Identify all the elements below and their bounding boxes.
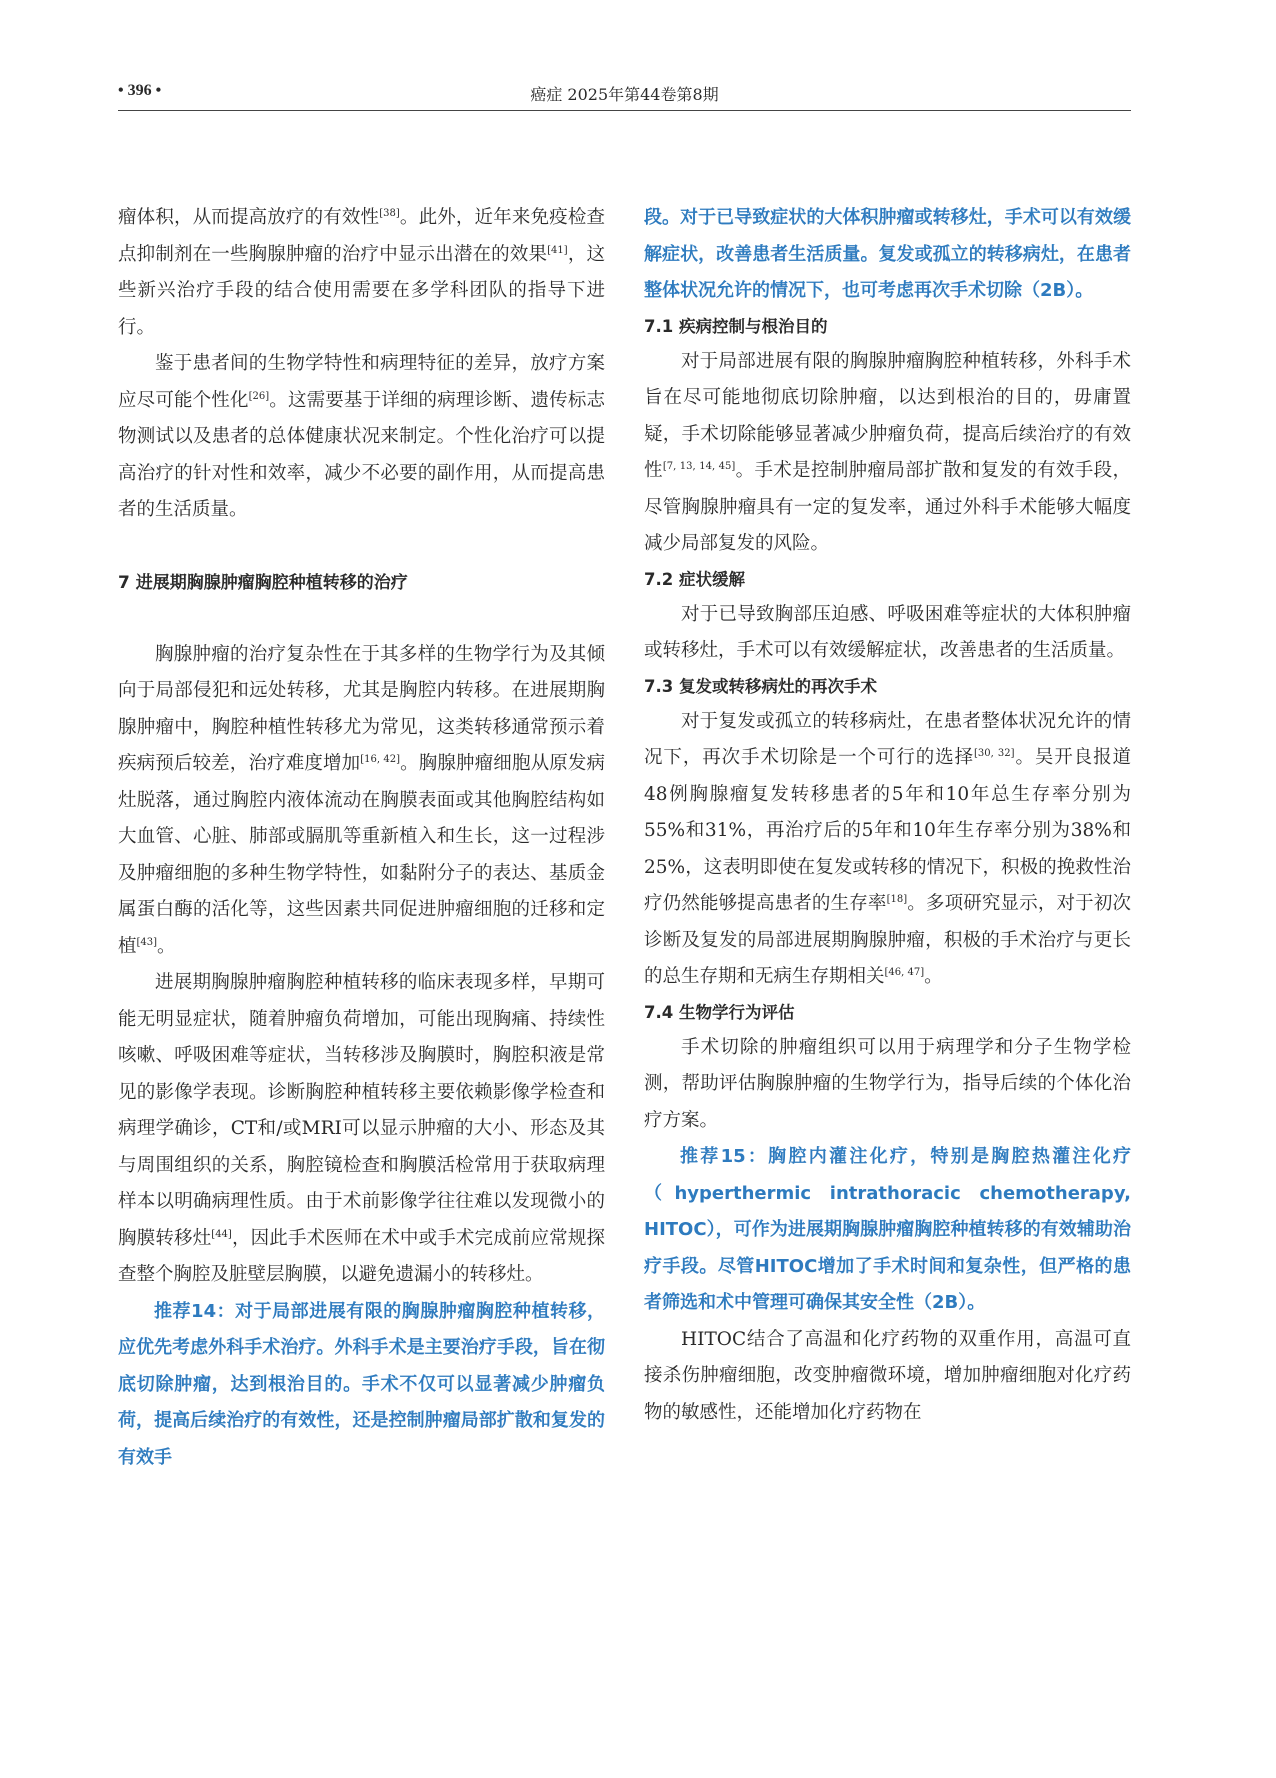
journal-title: 癌症 2025年第44卷第8期 bbox=[530, 85, 719, 104]
section-7-heading: 7 进展期胸腺肿瘤胸腔种植转移的治疗 bbox=[118, 572, 408, 593]
citation-marker: [46, 47] bbox=[884, 967, 925, 978]
paragraph-7-3: 对于复发或孤立的转移病灶，在患者整体状况允许的情况下，再次手术切除是一个可行的选择[30, 32]。吴开良报道48例胸腺瘤复发转移患者的5年和10年总生存率分别为55%和31%，再治疗后的5年和10年生存率分别为38%和25%，这表明即使在复发或转移的情况下，积极的挽救性治疗仍然能够提高患者的生存率[18]。多项研究显示，对于初次诊断及复发的局部进展期胸腺肿瘤，积极的手术治疗与更长的总生存期和无病生存期相关[46, 47]。 bbox=[644, 710, 1131, 987]
paragraph-7-2: 对于已导致胸部压迫感、呼吸困难等症状的大体积肿瘤或转移灶，手术可以有效缓解症状，改善患者的生活质量。 bbox=[644, 603, 1131, 661]
paragraph-7-4: 手术切除的肿瘤组织可以用于病理学和分子生物学检测，帮助评估胸腺肿瘤的生物学行为，指导后续的个体化治疗方案。 bbox=[644, 1036, 1131, 1131]
section-7-4-heading: 7.4 生物学行为评估 bbox=[644, 1002, 795, 1022]
running-header bbox=[118, 80, 1131, 111]
paragraph-hitoc: HITOC结合了高温和化疗药物的双重作用，高温可直接杀伤肿瘤细胞，改变肿瘤微环境，增加肿瘤细胞对化疗药物的敏感性，还能增加化疗药物在 bbox=[644, 1328, 1131, 1423]
citation-marker: [30, 32] bbox=[974, 748, 1015, 759]
citation-marker: [38] bbox=[379, 208, 400, 219]
citation-marker: [41] bbox=[547, 244, 568, 256]
section-7-2-heading: 7.2 症状缓解 bbox=[644, 569, 745, 589]
paragraph-personalized-radiotherapy: 鉴于患者间的生物学特性和病理特征的差异，放疗方案应尽可能个性化[26]。这需要基于详细的病理诊断、遗传标志物测试以及患者的总体健康状况来制定。个性化治疗可以提高治疗的针对性和效率，减少不必要的副作用，从而提高患者的生活质量。 bbox=[118, 353, 605, 520]
recommendation-15: 推荐15：胸腔内灌注化疗，特别是胸腔热灌注化疗（hyperthermic intrathoracic chemotherapy, HITOC），可作为进展期胸腺肿瘤胸腔种植转移的有效辅助治疗手段。尽管HITOC增加了手术时间和复杂性，但严格的患者筛选和术中管理可确保其安全性（2B）。 bbox=[644, 1146, 1131, 1313]
citation-marker: [16, 42] bbox=[360, 754, 400, 765]
citation-marker: [44] bbox=[211, 1228, 232, 1240]
citation-marker: [43] bbox=[136, 936, 158, 948]
left-column bbox=[118, 200, 605, 1476]
section-7-1-heading: 7.1 疾病控制与根治目的 bbox=[644, 316, 828, 336]
paragraph-radiotherapy-efficacy: 瘤体积，从而提高放疗的有效性[38]。此外，近年来免疫检查点抑制剂在一些胸腺肿瘤的治疗中显示出潜在的效果[41]，这些新兴治疗手段的结合使用需要在多学科团队的指导下进行。 bbox=[118, 207, 605, 338]
citation-marker: [7, 13, 14, 45] bbox=[662, 461, 736, 472]
paragraph-clinical-presentation: 进展期胸腺肿瘤胸腔种植转移的临床表现多样，早期可能无明显症状，随着肿瘤负荷增加，可能出现胸痛、持续性咳嗽、呼吸困难等症状，当转移涉及胸膜时，胸腔积液是常见的影像学表现。诊断胸腔种植转移主要依赖影像学检查和病理学确诊，CT和/或MRI可以显示肿瘤的大小、形态及其与周围组织的关系，胸腔镜检查和胸膜活检常用于获取病理样本以明确病理性质。由于术前影像学往往难以发现微小的胸膜转移灶[44]，因此手术医师在术中或手术完成前应常规探查整个胸腔及脏壁层胸膜，以避免遗漏小的转移灶。 bbox=[118, 972, 605, 1285]
citation-marker: [26] bbox=[248, 390, 270, 402]
citation-marker: [18] bbox=[886, 894, 908, 905]
section-7-3-heading: 7.3 复发或转移病灶的再次手术 bbox=[644, 676, 877, 696]
page-number: • 396 • bbox=[118, 82, 162, 99]
paragraph-treatment-complexity: 胸腺肿瘤的治疗复杂性在于其多样的生物学行为及其倾向于局部侵犯和远处转移，尤其是胸腔内转移。在进展期胸腺肿瘤中，胸腔种植性转移尤为常见，这类转移通常预示着疾病预后较差，治疗难度增加[16, 42]。胸腺肿瘤细胞从原发病灶脱落，通过胸腔内液体流动在胸膜表面或其他胸腔结构如大血管、心脏、肺部或膈肌等重新植入和生长，这一过程涉及肿瘤细胞的多种生物学特性，如黏附分子的表达、基质金属蛋白酶的活化等，这些因素共同促进肿瘤细胞的迁移和定植[43]。 bbox=[118, 643, 605, 957]
recommendation-14-continued: 段。对于已导致症状的大体积肿瘤或转移灶，手术可以有效缓解症状，改善患者生活质量。复发或孤立的转移病灶，在患者整体状况允许的情况下，也可考虑再次手术切除（2B）。 bbox=[644, 207, 1131, 301]
paragraph-7-1: 对于局部进展有限的胸腺肿瘤胸腔种植转移，外科手术旨在尽可能地彻底切除肿瘤，以达到根治的目的，毋庸置疑，手术切除能够显著减少肿瘤负荷，提高后续治疗的有效性[7, 13, 14, 45]。手术是控制肿瘤局部扩散和复发的有效手段，尽管胸腺肿瘤具有一定的复发率，通过外科手术能够大幅度减少局部复发的风险。 bbox=[644, 350, 1131, 554]
recommendation-14: 推荐14：对于局部进展有限的胸腺肿瘤胸腔种植转移，应优先考虑外科手术治疗。外科手术是主要治疗手段，旨在彻底切除肿瘤，达到根治目的。手术不仅可以显著减少肿瘤负荷，提高后续治疗的有效性，还是控制肿瘤局部扩散和复发的有效手 bbox=[118, 1300, 605, 1468]
right-column bbox=[644, 200, 1131, 1431]
